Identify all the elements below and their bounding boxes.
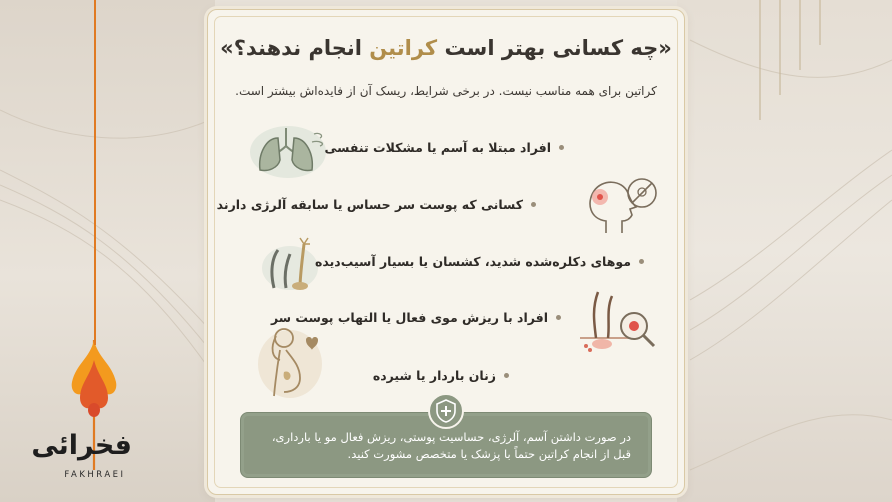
- card-subtitle: کراتین برای همه مناسب نیست. در برخی شرایط، ریسک آن از فایده‌اش بیشتر است.: [235, 84, 657, 98]
- brand-logo-icon: [31, 340, 140, 490]
- list-item-label: افراد مبتلا به آسم یا مشکلات تنفسی: [324, 140, 551, 155]
- background-right: [677, 0, 892, 502]
- brand-name: فخرائی: [31, 430, 132, 461]
- list-item-pregnant: [373, 368, 509, 383]
- bullet: [556, 315, 561, 320]
- list-item-asthma: [325, 140, 564, 155]
- list-item-label: کسانی که پوست سر حساس یا سابقه آلرژی دارند: [216, 197, 523, 212]
- damaged-hair-icon: [260, 232, 320, 292]
- brand-latin-name: FAKHRAEI: [64, 470, 126, 480]
- warning-note-text: در صورت داشتن آسم، آلرژی، حساسیت پوستی، ریزش فعال مو یا بارداری، قبل از انجام کراتین حتماً با پزشک یا متخصص مشورت کنید.: [271, 430, 631, 461]
- list-item-label: زنان باردار یا شیرده: [372, 368, 496, 383]
- lungs-icon: [248, 120, 328, 180]
- bullet: [504, 373, 509, 378]
- title-part-1: «چه کسانی بهتر است: [444, 36, 672, 60]
- title-part-2: انجام ندهند؟»: [220, 36, 362, 60]
- allergy-head-icon: [576, 175, 662, 237]
- title-accent: کراتین: [369, 36, 438, 60]
- pregnant-woman-icon: [256, 322, 324, 400]
- scalp-inflammation-icon: [576, 286, 658, 356]
- brand-logo-line: [93, 0, 97, 345]
- list-item-damaged-hair: [315, 254, 644, 269]
- list-item-sensitive-scalp: [217, 197, 536, 212]
- card-title: [208, 36, 684, 60]
- bullet: [639, 259, 644, 264]
- medical-shield-icon: [428, 393, 464, 429]
- bullet: [559, 145, 564, 150]
- list-item-label: افراد با ریزش موی فعال یا التهاب پوست سر: [271, 310, 548, 325]
- list-item-label: موهای دکلره‌شده شدید، کشسان یا بسیار آسیب‌دیده: [315, 254, 631, 269]
- bullet: [531, 202, 536, 207]
